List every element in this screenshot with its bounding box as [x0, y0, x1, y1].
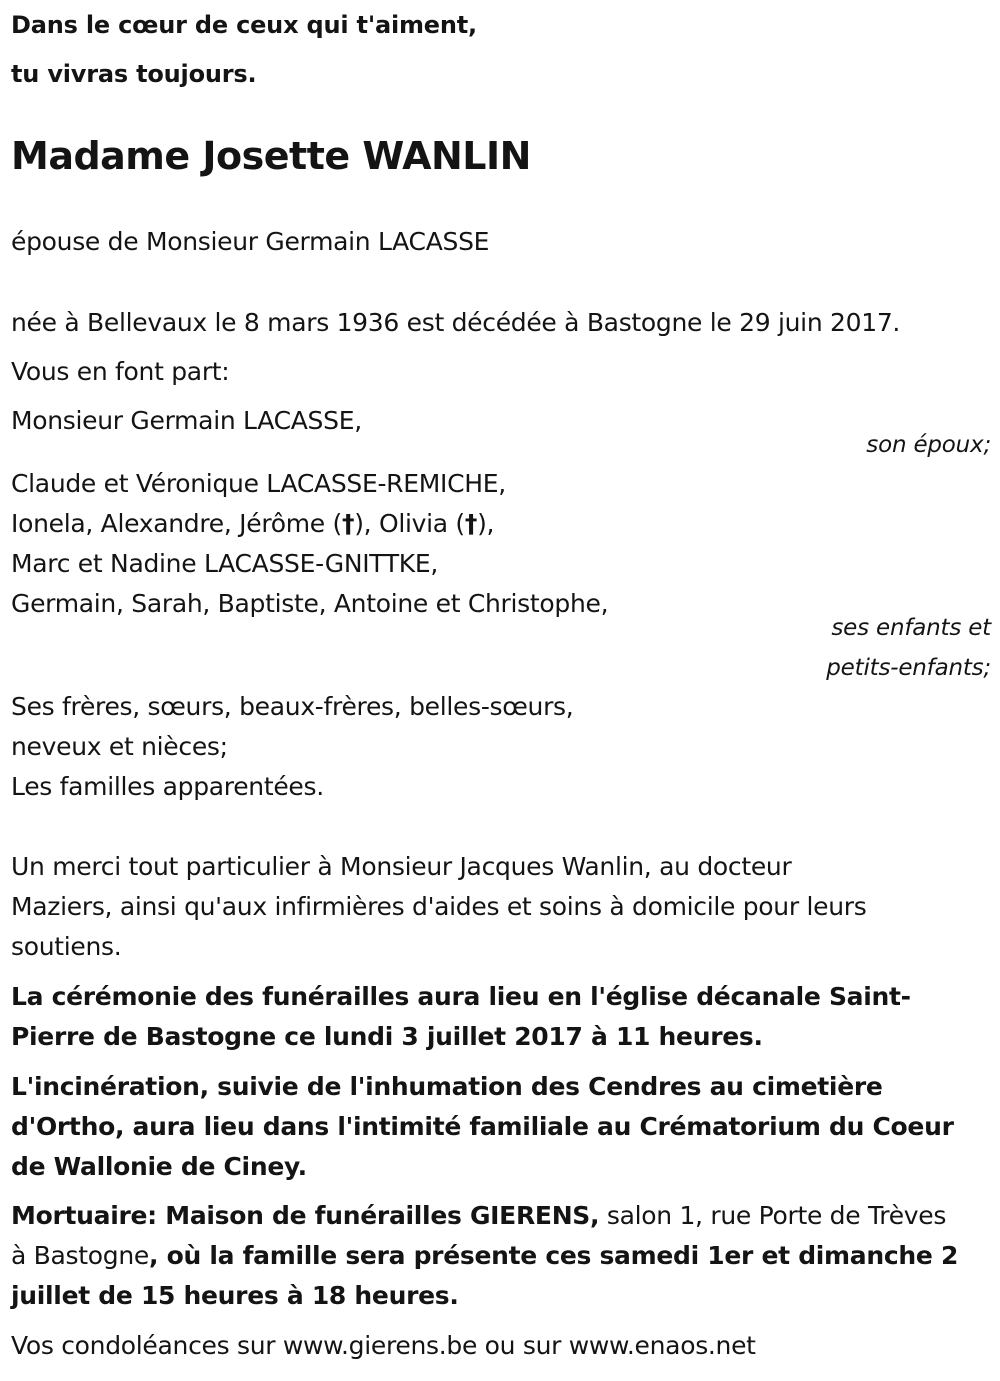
mortuary-city: à Bastogne: [11, 1241, 149, 1270]
birth-death-line: née à Bellevaux le 8 mars 1936 est décédée à Bastogne le 29 juin 2017.: [11, 308, 901, 337]
children-line-2-text-c: ),: [477, 509, 495, 538]
mortuary-address: salon 1, rue Porte de Trèves: [599, 1201, 947, 1230]
cross-icon: †: [464, 509, 478, 538]
family-line-3: Les familles apparentées.: [11, 772, 324, 801]
spouse-name: Monsieur Germain LACASSE,: [11, 406, 362, 435]
thanks-line-3: soutiens.: [11, 932, 122, 961]
epigraph-line-2: tu vivras toujours.: [11, 60, 257, 88]
children-line-2-text-a: Ionela, Alexandre, Jérôme (: [11, 509, 342, 538]
cross-icon: †: [342, 509, 355, 538]
condolences-line: Vos condoléances sur www.gierens.be ou sur www.enaos.net: [11, 1331, 756, 1360]
thanks-line-1: Un merci tout particulier à Monsieur Jacques Wanlin, au docteur: [11, 852, 792, 881]
mortuary-line-1: [11, 1201, 946, 1231]
family-line-1: Ses frères, sœurs, beaux-frères, belles-sœurs,: [11, 692, 574, 721]
mortuary-presence: , où la famille sera présente ces samedi 1er et dimanche 2: [148, 1241, 959, 1270]
spouse-role: son époux;: [866, 432, 991, 458]
family-line-2: neveux et nièces;: [11, 732, 228, 761]
incineration-line-2: d'Ortho, aura lieu dans l'intimité familiale au Crématorium du Coeur: [11, 1112, 954, 1141]
spouse-line: épouse de Monsieur Germain LACASSE: [11, 227, 490, 256]
incineration-line-1: L'incinération, suivie de l'inhumation des Cendres au cimetière: [11, 1072, 883, 1101]
children-line-1: Claude et Véronique LACASSE-REMICHE,: [11, 469, 506, 498]
thanks-line-2: Maziers, ainsi qu'aux infirmières d'aides et soins à domicile pour leurs: [11, 892, 867, 921]
incineration-line-3: de Wallonie de Ciney.: [11, 1152, 307, 1181]
ceremony-line-1: La cérémonie des funérailles aura lieu en l'église décanale Saint-: [11, 982, 911, 1011]
children-role-line-1: ses enfants et: [831, 615, 991, 641]
deceased-name: Madame Josette WANLIN: [11, 134, 531, 178]
children-line-3: Marc et Nadine LACASSE-GNITTKE,: [11, 549, 439, 578]
children-line-4: Germain, Sarah, Baptiste, Antoine et Christophe,: [11, 589, 609, 618]
mortuary-line-2: [11, 1241, 958, 1271]
ceremony-line-2: Pierre de Bastogne ce lundi 3 juillet 2017 à 11 heures.: [11, 1022, 763, 1051]
children-line-2: [11, 509, 494, 539]
mortuary-name: Mortuaire: Maison de funérailles GIERENS,: [11, 1201, 600, 1230]
children-line-2-text-b: ), Olivia (: [354, 509, 465, 538]
mortuary-line-3: juillet de 15 heures à 18 heures.: [11, 1281, 459, 1310]
children-role-line-2: petits-enfants;: [826, 655, 991, 681]
announcement-intro: Vous en font part:: [11, 357, 230, 386]
epigraph-line-1: Dans le cœur de ceux qui t'aiment,: [11, 11, 477, 39]
